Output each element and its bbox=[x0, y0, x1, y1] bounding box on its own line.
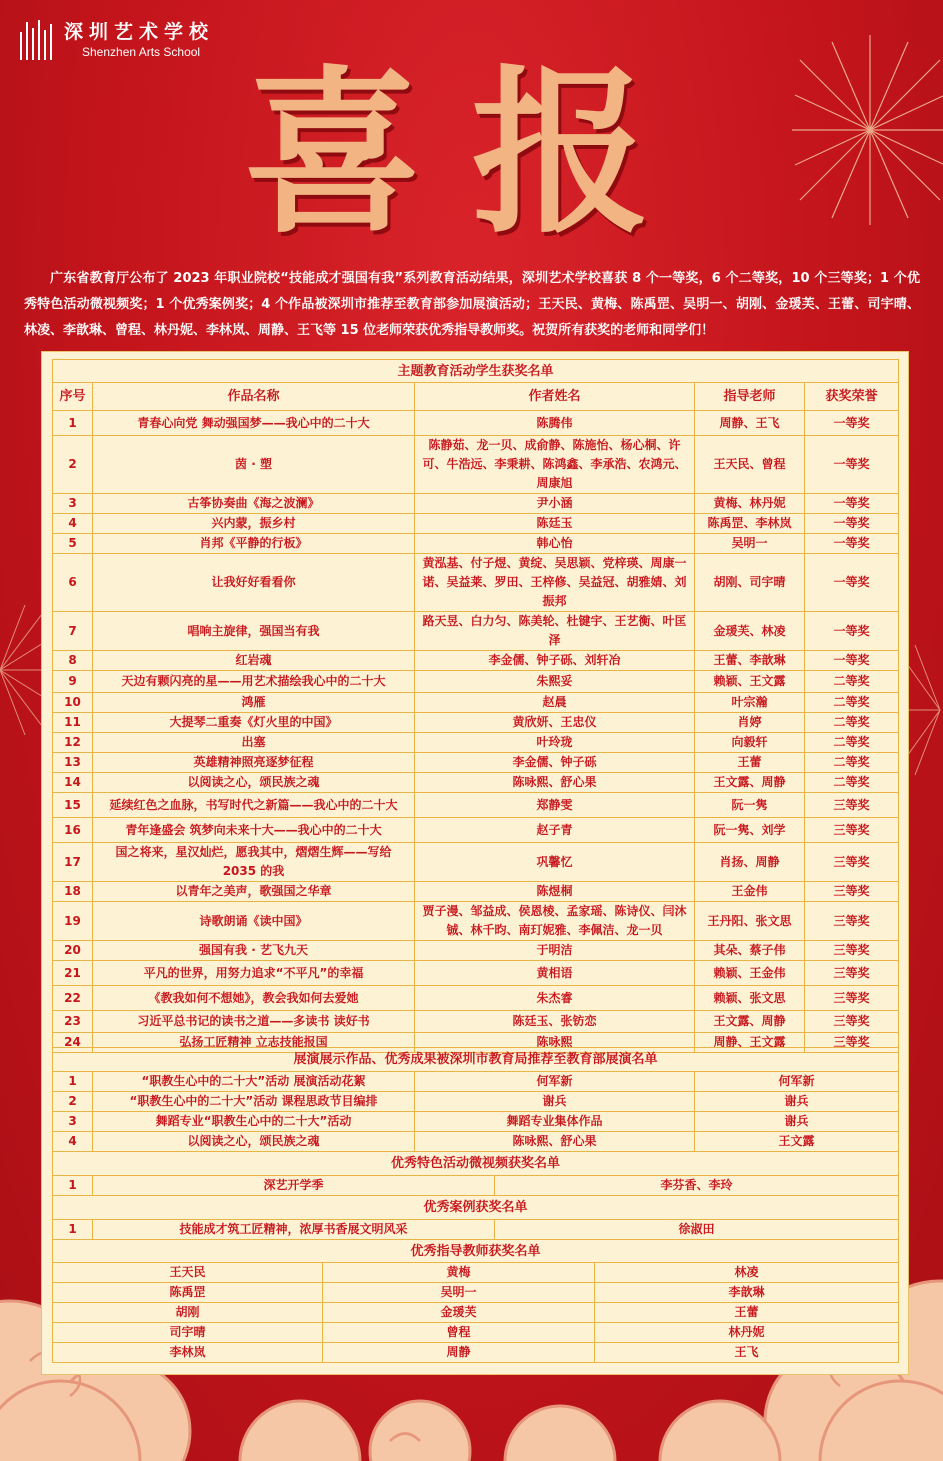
table-cell: 陈咏熙、舒心果 bbox=[415, 1132, 695, 1152]
table-cell: 二等奖 bbox=[805, 773, 899, 793]
table-cell: 古筝协奏曲《海之波澜》 bbox=[93, 494, 415, 514]
table-cell: 王蕾、李歆琳 bbox=[695, 651, 805, 671]
table-cell: 于明洁 bbox=[415, 941, 695, 961]
table-cell: 谢兵 bbox=[695, 1092, 899, 1112]
table-cell: 肖婷 bbox=[695, 713, 805, 733]
table-cell: 赖颖、王金伟 bbox=[695, 961, 805, 986]
section-title: 主题教育活动学生获奖名单 bbox=[53, 360, 899, 383]
table-cell: 徐淑田 bbox=[495, 1220, 899, 1240]
table-cell: 5 bbox=[53, 534, 93, 554]
table-cell: 24 bbox=[53, 1033, 93, 1053]
table-cell: 吴明一 bbox=[695, 534, 805, 554]
table-row bbox=[53, 1092, 899, 1112]
table-cell: 二等奖 bbox=[805, 753, 899, 773]
school-name-en: Shenzhen Arts School bbox=[82, 45, 201, 59]
table-cell: 周静 bbox=[323, 1343, 595, 1363]
section-title: 展演展示作品、优秀成果被深圳市教育局推荐至教育部展演名单 bbox=[53, 1048, 899, 1072]
table-cell: 阮一隽、刘学 bbox=[695, 818, 805, 843]
table-cell: 10 bbox=[53, 693, 93, 713]
table-cell: 李芬香、李玲 bbox=[495, 1176, 899, 1196]
table-cell: 以阅读之心，颂民族之魂 bbox=[93, 1132, 415, 1152]
table-row bbox=[53, 411, 899, 436]
table-cell: 陈腾伟 bbox=[415, 411, 695, 436]
table-cell: 习近平总书记的读书之道——多读书 读好书 bbox=[93, 1011, 415, 1033]
table-cell: 12 bbox=[53, 733, 93, 753]
table-cell: 黄欣妍、王忠仪 bbox=[415, 713, 695, 733]
table-cell: “职教生心中的二十大”活动 课程思政节目编排 bbox=[93, 1092, 415, 1112]
table-cell: 胡刚、司宇晴 bbox=[695, 554, 805, 612]
table-cell: 三等奖 bbox=[805, 818, 899, 843]
table-cell: 陈廷玉 bbox=[415, 514, 695, 534]
table-cell: 一等奖 bbox=[805, 494, 899, 514]
table-cell: 黄相语 bbox=[415, 961, 695, 986]
table-cell: 4 bbox=[53, 514, 93, 534]
table-row bbox=[53, 693, 899, 713]
table-cell: 李金儒、钟子砾 bbox=[415, 753, 695, 773]
table-cell: 舞蹈专业“职教生心中的二十大”活动 bbox=[93, 1112, 415, 1132]
table-cell: 让我好好看看你 bbox=[93, 554, 415, 612]
table-row bbox=[53, 1323, 899, 1343]
table-row bbox=[53, 612, 899, 651]
table-cell: 诗歌朗诵《读中国》 bbox=[93, 902, 415, 941]
table-cell: 司宇晴 bbox=[53, 1323, 323, 1343]
table-cell: 一等奖 bbox=[805, 554, 899, 612]
table-row bbox=[53, 494, 899, 514]
column-header: 序号 bbox=[53, 383, 93, 411]
table-row bbox=[53, 713, 899, 733]
table-cell: 王天民、曾程 bbox=[695, 436, 805, 494]
table-row bbox=[53, 514, 899, 534]
table-cell: 3 bbox=[53, 494, 93, 514]
table-cell: 出塞 bbox=[93, 733, 415, 753]
table-cell: 金瑗芙 bbox=[323, 1303, 595, 1323]
student-awards-table bbox=[52, 359, 899, 1053]
table-cell: 18 bbox=[53, 882, 93, 902]
table-cell: 王蕾 bbox=[595, 1303, 899, 1323]
table-cell: 以阅读之心，颂民族之魂 bbox=[93, 773, 415, 793]
table-row bbox=[53, 534, 899, 554]
table-row bbox=[53, 733, 899, 753]
table-cell: 陈静茹、龙一贝、成俞静、陈施怡、杨心桐、许可、牛浩远、李秉耕、陈鸿鑫、李承浩、农鸿元、周康旭 bbox=[415, 436, 695, 494]
table-row bbox=[53, 651, 899, 671]
table-cell: 阮一隽 bbox=[695, 793, 805, 818]
table-row bbox=[53, 1343, 899, 1363]
table-cell: 一等奖 bbox=[805, 612, 899, 651]
column-header: 作品名称 bbox=[93, 383, 415, 411]
table-cell: 延续红色之血脉，书写时代之新篇——我心中的二十大 bbox=[93, 793, 415, 818]
table-cell: 金瑗芙、林凌 bbox=[695, 612, 805, 651]
table-row bbox=[53, 1303, 899, 1323]
table-cell: 技能成才筑工匠精神，浓厚书香展文明风采 bbox=[93, 1220, 495, 1240]
table-cell: 二等奖 bbox=[805, 713, 899, 733]
table-cell: 三等奖 bbox=[805, 793, 899, 818]
table-cell: 茵 · 塑 bbox=[93, 436, 415, 494]
table-cell: 一等奖 bbox=[805, 411, 899, 436]
table-cell: 王文露 bbox=[695, 1132, 899, 1152]
table-row bbox=[53, 882, 899, 902]
table-cell: 一等奖 bbox=[805, 436, 899, 494]
table-cell: 叶宗瀚 bbox=[695, 693, 805, 713]
table-cell: 唱响主旋律，强国当有我 bbox=[93, 612, 415, 651]
table-cell: 鸿雁 bbox=[93, 693, 415, 713]
table-cell: 曾程 bbox=[323, 1323, 595, 1343]
table-cell: 16 bbox=[53, 818, 93, 843]
table-cell: 兴内蒙，振乡村 bbox=[93, 514, 415, 534]
table-row bbox=[53, 753, 899, 773]
table-row bbox=[53, 941, 899, 961]
table-cell: 平凡的世界，用努力追求“不平凡”的幸福 bbox=[93, 961, 415, 986]
table-cell: 一等奖 bbox=[805, 651, 899, 671]
table-cell: 赖颖、张文思 bbox=[695, 986, 805, 1011]
table-cell: 三等奖 bbox=[805, 941, 899, 961]
video-award-table bbox=[52, 1151, 899, 1196]
table-cell: 20 bbox=[53, 941, 93, 961]
table-cell: 何军新 bbox=[695, 1072, 899, 1092]
table-cell: 黄梅、林丹妮 bbox=[695, 494, 805, 514]
table-cell: 1 bbox=[53, 411, 93, 436]
table-cell: 三等奖 bbox=[805, 961, 899, 986]
table-cell: 9 bbox=[53, 671, 93, 693]
table-cell: 陈咏熙 bbox=[415, 1033, 695, 1053]
table-cell: 向毅轩 bbox=[695, 733, 805, 753]
column-header: 获奖荣誉 bbox=[805, 383, 899, 411]
table-row bbox=[53, 986, 899, 1011]
table-cell: 谢兵 bbox=[415, 1092, 695, 1112]
table-cell: 青年逢盛会 筑梦向未来十大——我心中的二十大 bbox=[93, 818, 415, 843]
table-cell: 李歆琳 bbox=[595, 1283, 899, 1303]
table-cell: 陈咏熙、舒心果 bbox=[415, 773, 695, 793]
table-row bbox=[53, 773, 899, 793]
table-cell: 王蕾 bbox=[695, 753, 805, 773]
table-cell: 7 bbox=[53, 612, 93, 651]
table-cell: 21 bbox=[53, 961, 93, 986]
table-cell: 天边有颗闪亮的星——用艺术描绘我心中的二十大 bbox=[93, 671, 415, 693]
table-cell: 林凌 bbox=[595, 1263, 899, 1283]
table-cell: 李林岚 bbox=[53, 1343, 323, 1363]
table-row bbox=[53, 1176, 899, 1196]
table-cell: 赵晨 bbox=[415, 693, 695, 713]
table-cell: 三等奖 bbox=[805, 986, 899, 1011]
table-cell: 路天昱、白力匀、陈美轮、杜键宇、王艺衡、叶匡泽 bbox=[415, 612, 695, 651]
table-cell: 王丹阳、张文思 bbox=[695, 902, 805, 941]
table-cell: 周静、王飞 bbox=[695, 411, 805, 436]
table-row bbox=[53, 1283, 899, 1303]
table-cell: 谢兵 bbox=[695, 1112, 899, 1132]
table-cell: 赖颖、王文露 bbox=[695, 671, 805, 693]
table-cell: 一等奖 bbox=[805, 534, 899, 554]
table-row bbox=[53, 902, 899, 941]
table-cell: 胡刚 bbox=[53, 1303, 323, 1323]
table-cell: 三等奖 bbox=[805, 843, 899, 882]
table-cell: 三等奖 bbox=[805, 902, 899, 941]
table-cell: 肖邦《平静的行板》 bbox=[93, 534, 415, 554]
table-cell: 三等奖 bbox=[805, 1011, 899, 1033]
table-cell: 以青年之美声，歌强国之华章 bbox=[93, 882, 415, 902]
table-cell: 朱杰睿 bbox=[415, 986, 695, 1011]
table-cell: 王天民 bbox=[53, 1263, 323, 1283]
table-cell: 陈廷玉、张钫恋 bbox=[415, 1011, 695, 1033]
table-row bbox=[53, 843, 899, 882]
table-cell: 弘扬工匠精神 立志技能报国 bbox=[93, 1033, 415, 1053]
table-cell: 23 bbox=[53, 1011, 93, 1033]
column-header: 指导老师 bbox=[695, 383, 805, 411]
table-cell: 何军新 bbox=[415, 1072, 695, 1092]
table-row bbox=[53, 1263, 899, 1283]
table-cell: 二等奖 bbox=[805, 671, 899, 693]
table-cell: 舞蹈专业集体作品 bbox=[415, 1112, 695, 1132]
table-cell: 红岩魂 bbox=[93, 651, 415, 671]
table-cell: 英雄精神照亮逐梦征程 bbox=[93, 753, 415, 773]
table-cell: 6 bbox=[53, 554, 93, 612]
table-cell: 3 bbox=[53, 1112, 93, 1132]
table-cell: “职教生心中的二十大”活动 展演活动花絮 bbox=[93, 1072, 415, 1092]
school-name-cn: 深圳艺术学校 bbox=[64, 21, 215, 43]
table-row bbox=[53, 1072, 899, 1092]
table-cell: 肖扬、周静 bbox=[695, 843, 805, 882]
table-cell: 三等奖 bbox=[805, 1033, 899, 1053]
table-cell: 王文露、周静 bbox=[695, 1011, 805, 1033]
table-cell: 尹小涵 bbox=[415, 494, 695, 514]
table-cell: 4 bbox=[53, 1132, 93, 1152]
table-cell: 8 bbox=[53, 651, 93, 671]
table-cell: 深艺开学季 bbox=[93, 1176, 495, 1196]
table-cell: 2 bbox=[53, 436, 93, 494]
table-cell: 陈禹罡、李林岚 bbox=[695, 514, 805, 534]
table-cell: 周静、王文露 bbox=[695, 1033, 805, 1053]
table-row bbox=[53, 1011, 899, 1033]
teacher-award-table bbox=[52, 1239, 899, 1363]
column-header: 作者姓名 bbox=[415, 383, 695, 411]
table-cell: 叶玲珑 bbox=[415, 733, 695, 753]
table-cell: 国之将来，星汉灿烂，愿我其中，熠熠生辉——写给 2035 的我 bbox=[93, 843, 415, 882]
table-row bbox=[53, 1132, 899, 1152]
table-cell: 王飞 bbox=[595, 1343, 899, 1363]
table-row bbox=[53, 793, 899, 818]
table-cell: 17 bbox=[53, 843, 93, 882]
table-cell: 赵子青 bbox=[415, 818, 695, 843]
table-cell: 青春心向党 舞动强国梦——我心中的二十大 bbox=[93, 411, 415, 436]
table-cell: 贾子漫、邹益成、侯恩棱、孟家瑶、陈诗仪、闫沐铖、林千昀、南玎妮雅、李佩洁、龙一贝 bbox=[415, 902, 695, 941]
table-cell: 陈禹罡 bbox=[53, 1283, 323, 1303]
table-cell: 19 bbox=[53, 902, 93, 941]
table-cell: 1 bbox=[53, 1072, 93, 1092]
table-cell: 三等奖 bbox=[805, 882, 899, 902]
table-row bbox=[53, 1112, 899, 1132]
table-cell: 巩馨忆 bbox=[415, 843, 695, 882]
table-cell: 1 bbox=[53, 1220, 93, 1240]
table-cell: 吴明一 bbox=[323, 1283, 595, 1303]
table-cell: 11 bbox=[53, 713, 93, 733]
table-cell: 大提琴二重奏《灯火里的中国》 bbox=[93, 713, 415, 733]
table-cell: 一等奖 bbox=[805, 514, 899, 534]
table-cell: 《教我如何不想她》，教会我如何去爱她 bbox=[93, 986, 415, 1011]
table-row bbox=[53, 671, 899, 693]
section-title: 优秀案例获奖名单 bbox=[53, 1196, 899, 1220]
table-cell: 陈煜桐 bbox=[415, 882, 695, 902]
table-row bbox=[53, 1220, 899, 1240]
table-row bbox=[53, 961, 899, 986]
table-cell: 14 bbox=[53, 773, 93, 793]
table-cell: 黄梅 bbox=[323, 1263, 595, 1283]
table-cell: 22 bbox=[53, 986, 93, 1011]
table-row bbox=[53, 554, 899, 612]
table-cell: 林丹妮 bbox=[595, 1323, 899, 1343]
table-cell: 黄泓基、付子煜、黄绽、吴思颖、党梓瑛、周康一诺、吴益莱、罗田、王梓修、吴益冠、胡雅婧、刘振邦 bbox=[415, 554, 695, 612]
table-cell: 其朵、蔡子伟 bbox=[695, 941, 805, 961]
table-cell: 郑静雯 bbox=[415, 793, 695, 818]
page-title: 喜报 bbox=[243, 48, 700, 257]
table-cell: 二等奖 bbox=[805, 693, 899, 713]
table-cell: 1 bbox=[53, 1176, 93, 1196]
intro-paragraph: 广东省教育厅公布了 2023 年职业院校“技能成才强国有我”系列教育活动结果，深圳艺术学校喜获 8 个一等奖，6 个二等奖，10 个三等奖；1 个优秀特色活动微视频奖；1 个优秀案例奖；4 个作品被深圳市推荐至教育部参加展演活动；王天民、黄梅、陈禹罡、吴明一、胡刚、金瑗芙、王蕾、司宇晴、林凌、李歆琳、曾程、林丹妮、李林岚、周静、王飞等 15 位老师荣获优秀指导教师奖。祝贺所有获奖的老师和同学们！ bbox=[24, 271, 920, 338]
table-cell: 强国有我 · 艺飞九天 bbox=[93, 941, 415, 961]
table-cell: 朱熙妥 bbox=[415, 671, 695, 693]
table-cell: 王金伟 bbox=[695, 882, 805, 902]
table-cell: 15 bbox=[53, 793, 93, 818]
section-title: 优秀指导教师获奖名单 bbox=[53, 1240, 899, 1263]
section-title: 优秀特色活动微视频获奖名单 bbox=[53, 1152, 899, 1176]
table-cell: 王文露、周静 bbox=[695, 773, 805, 793]
case-award-table bbox=[52, 1195, 899, 1240]
table-cell: 2 bbox=[53, 1092, 93, 1112]
table-cell: 二等奖 bbox=[805, 733, 899, 753]
showcase-table bbox=[52, 1047, 899, 1152]
table-row bbox=[53, 436, 899, 494]
table-row bbox=[53, 818, 899, 843]
table-cell: 李金儒、钟子砾、刘轩冶 bbox=[415, 651, 695, 671]
table-cell: 韩心怡 bbox=[415, 534, 695, 554]
table-cell: 13 bbox=[53, 753, 93, 773]
